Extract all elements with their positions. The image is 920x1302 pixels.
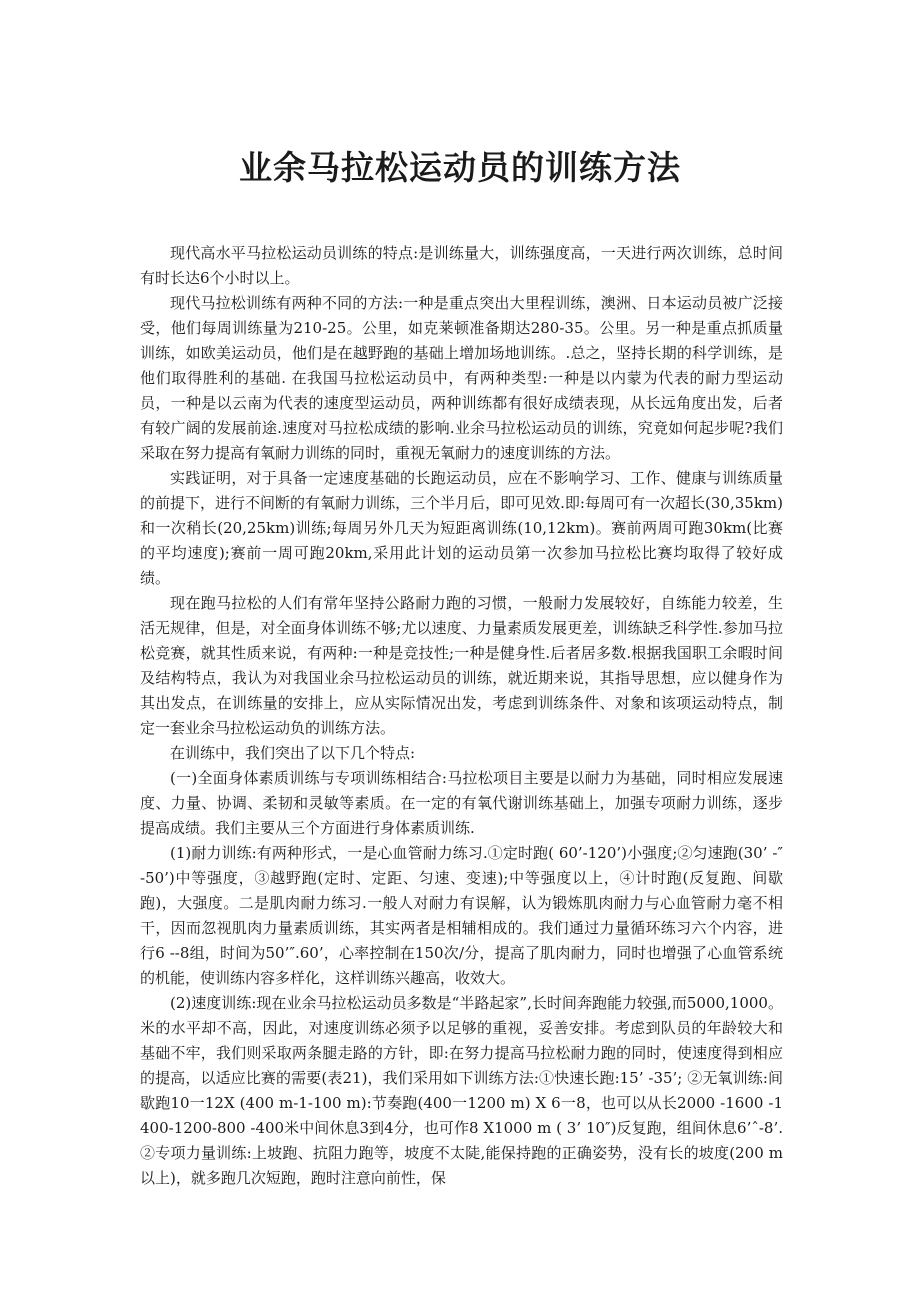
paragraph-speed-training: (2)速度训练:现在业余马拉松运动员多数是“半路起家”,长时间奔跑能力较强,而5000,1000。米的水平却不高，因此，对速度训练必须予以足够的重视，妥善安排。考虑到队员的年龄较大和基础不牢，我们则采取两条腿走路的方针，即:在努力提高马拉松耐力跑的同时，使速度得到相应的提高，以适应比赛的需要(表21)，我们采用如下训练方法:①快速长跑:15’ -35’; ②无氧训练:间歇跑10一12X (400 m-1-100 m):节奏跑(400一1200 m) X 6一8，也可以从长2000 -1600 -1400-1200-800 -400米中间休息3到4分，也可作8 X1000 m ( 3’ 10″)反复跑，组间休息6’ˆ-8’.②专项力量训练:上坡跑、抗阻力跑等，坡度不太陡,能保持跑的正确姿势，没有长的坡度(200 m以上)，就多跑几次短跑，跑时注意向前性，保 bbox=[140, 994, 783, 1187]
paragraph-practice-proof: 实践证明，对于具备一定速度基础的长跑运动员，应在不影响学习、工作、健康与训练质量的前提下，进行不间断的有氧耐力训练，三个半月后，即可见效.即:每周可有一次超长(30,35km)和一次稍长(20,25km)训练;每周另外几天为短距离训练(10,12km)。赛前两周可跑30km(比赛的平均速度);赛前一周可跑20km,采用此计划的运动员第一次参加马拉松比赛均取得了较好成绩。 bbox=[140, 469, 783, 587]
paragraph-training-features: 现代高水平马拉松运动员训练的特点:是训练量大，训练强度高，一天进行两次训练，总时间有时长达6个小时以上。 bbox=[140, 244, 783, 287]
document-title: 业余马拉松运动员的训练方法 bbox=[239, 148, 681, 187]
paragraph-amateur-runners: 现在跑马拉松的人们有常年坚持公路耐力跑的习惯，一般耐力发展较好，自练能力较差，生活无规律，但是，对全面身体训练不够;尤以速度、力量素质发展更差，训练缺乏科学性.参加马拉松竞赛，就其性质来说，有两种:一种是竞技性;一种是健身性.后者居多数.根据我国职工余暇时间及结构特点，我认为对我国业余马拉松运动员的训练，就近期来说，其指导思想，应以健身作为其出发点，在训练量的安排上，应从实际情况出发，考虑到训练条件、对象和该项运动特点，制定一套业余马拉松运动负的训练方法。 bbox=[140, 594, 783, 737]
paragraph-section-one: (一)全面身体素质训练与专项训练相结合:马拉松项目主要是以耐力为基础，同时相应发展速度、力量、协调、柔韧和灵敏等素质。在一定的有氧代谢训练基础上，加强专项耐力训练，逐步提高成绩。我们主要从三个方面进行身体素质训练. bbox=[140, 769, 783, 837]
paragraph-training-highlights: 在训练中，我们突出了以下几个特点: bbox=[170, 744, 416, 762]
paragraph-endurance-training: (1)耐力训练:有两种形式，一是心血管耐力练习.①定时跑( 60’-120’)小强度;②匀速跑(30’ -″-50’)中等强度，③越野跑(定时、定距、匀速、变速);中等强度以上，④计时跑(反复跑、间歇跑)，大强度。二是肌肉耐力练习.一般人对耐力有误解，认为锻炼肌肉耐力与心血管耐力毫不相干，因而忽视肌肉力量素质训练，其实两者是相辅相成的。我们通过力量循环练习六个内容，进行6 --8组，时间为50’″.60’，心率控制在150次/分，提高了肌肉耐力，同时也增强了心血管系统的机能，使训练内容多样化，这样训练兴趣高，收效大。 bbox=[140, 844, 783, 987]
document-body bbox=[140, 241, 783, 1191]
paragraph-two-methods: 现代马拉松训练有两种不同的方法:一种是重点突出大里程训练，澳洲、日本运动员被广泛接受，他们每周训练量为210-25。公里，如克莱顿准备期达280-35。公里。另一种是重点抓质量训练，如欧美运动员，他们是在越野跑的基础上增加场地训练。.总之，坚持长期的科学训练，是他们取得胜利的基础. 在我国马拉松运动员中，有两种类型:一种是以内蒙为代表的耐力型运动员，一种是以云南为代表的速度型运动员，两种训练都有很好成绩表现，从长远角度出发，后者有较广阔的发展前途.速度对马拉松成绩的影响.业余马拉松运动员的训练，究竟如何起步呢?我们采取在努力提高有氧耐力训练的同时，重视无氧耐力的速度训练的方法。 bbox=[140, 294, 783, 462]
